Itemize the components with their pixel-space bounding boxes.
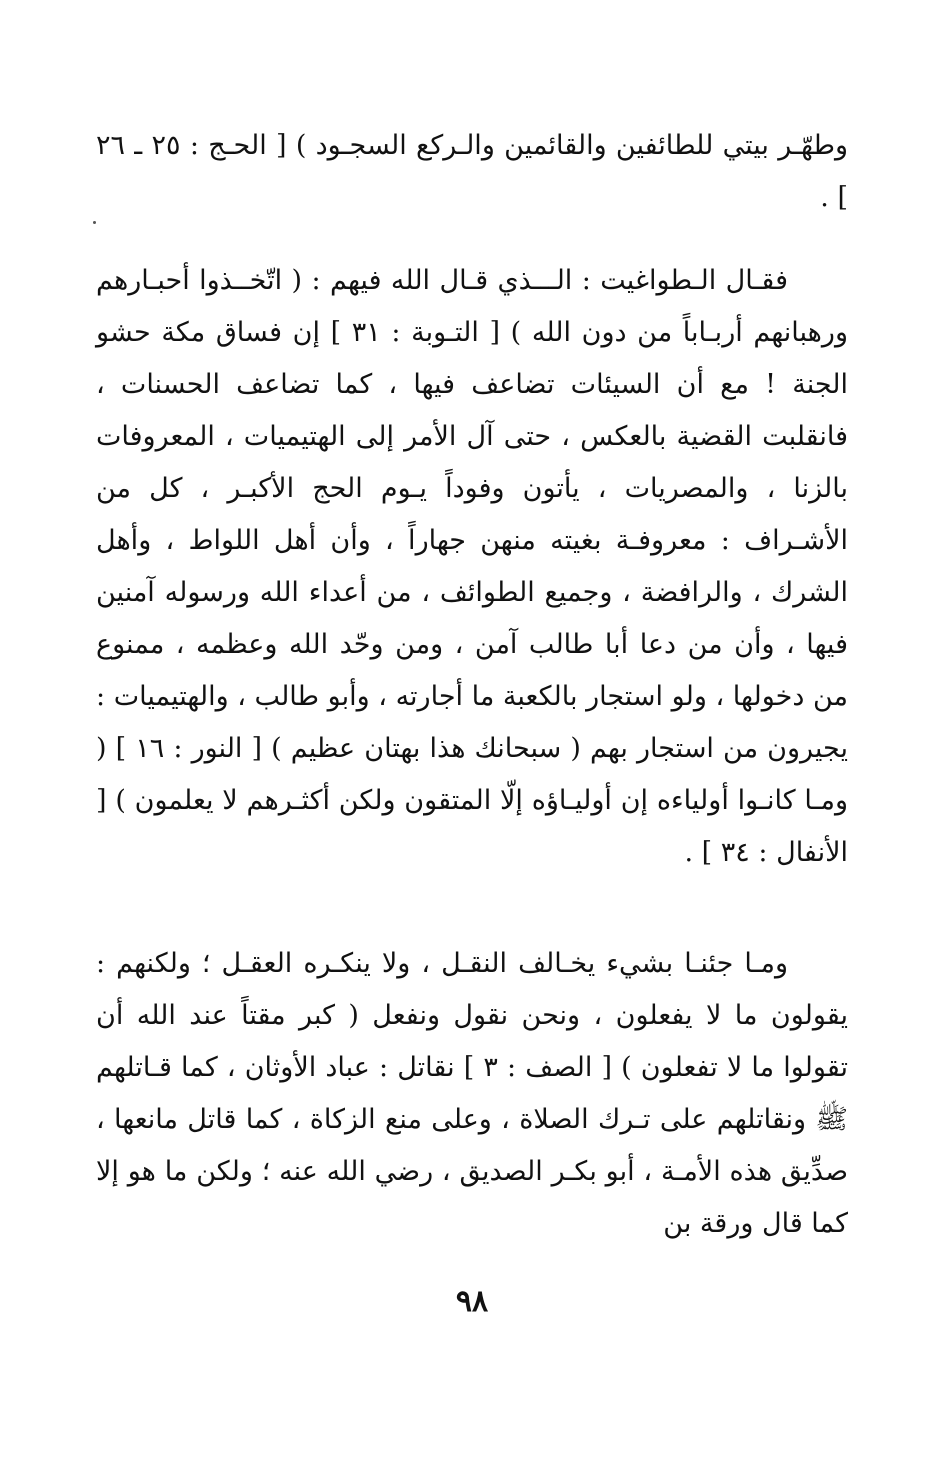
paragraph-1: وطهّـر بيتي للطائفين والقائمين والـركع السجـود ) [ الحـج : ٢٥ ـ ٢٦ ] . [96,130,848,213]
ink-speck [93,221,96,224]
paragraph-3: ومـا جئنـا بشيء يخـالف النقـل ، ولا ينكـره العقـل ؛ ولكنهم : يقولون ما لا يفعلون ، ونحن نقول ونفعل ( كبر مقتاً عند الله أن تقولوا ما لا تفعلون ) [ الصف : ٣ ] نقاتل : عباد الأوثان ، كما قـاتلهم ﷺ ونقاتلهم على تـرك الصلاة ، وعلى منع الزكاة ، كما قاتل مانعها ، صدِّيق هذه الأمـة ، أبو بكـر الصديق ، رضي الله عنه ؛ ولكن ما هو إلا كما قال ورقة بن [96,948,848,1239]
paragraph-2: فقـال الـطواغيت : الـــذي قـال الله فيهم : ( اتّخــذوا أحبـارهم ورهبانهم أربـاباً من دون الله ) [ التـوبة : ٣١ ] إن فساق مكة حشو الجنة ! مع أن السيئات تضاعف فيها ، كما تضاعف الحسنات ، فانقلبت القضية بالعكس ، حتى آل الأمر إلى الهتيميات ، المعروفات بالزنا ، والمصريات ، يأتون وفوداً يـوم الحج الأكبـر ، كل من الأشـراف : معروفـة بغيته منهن جهاراً ، وأن أهل اللواط ، وأهل الشرك ، والرافضة ، وجميع الطوائف ، من أعداء الله ورسوله آمنين فيها ، وأن من دعا أبا طالب آمن ، ومن وحّد الله وعظمه ، ممنوع من دخولها ، ولو استجار بالكعبة ما أجارته ، وأبو طالب ، والهتيميات : يجيرون من استجار بهم ( سبحانك هذا بهتان عظيم ) [ النور : ١٦ ] ( ومـا كانـوا أولياءه إن أوليـاؤه إلّا المتقون ولكن أكثـرهم لا يعلمون ) [ الأنفال : ٣٤ ] . [96,265,849,868]
page-number: ٩٨ [455,1284,489,1319]
